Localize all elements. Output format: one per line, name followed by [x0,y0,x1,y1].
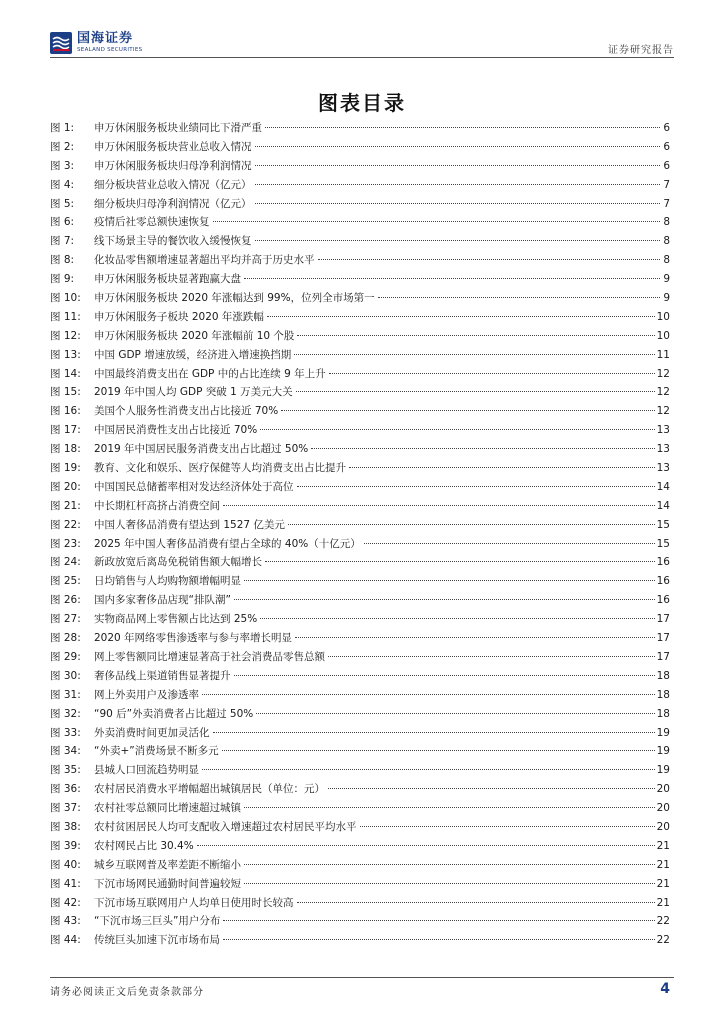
toc-page-number: 8 [663,235,670,248]
toc-page-number: 13 [656,424,670,437]
toc-entry[interactable] [50,157,670,176]
toc-figure-label: 图 16: [50,405,81,418]
toc-page-number: 8 [663,254,670,267]
toc-figure-title: 中国 GDP 增速放缓，经济进入增速换挡期 [94,348,292,361]
toc-dot-leader [202,694,655,695]
toc-entry[interactable] [50,818,670,837]
toc-figure-title: 细分板块营业总收入情况（亿元） [94,178,252,191]
toc-figure-title: 网上零售额同比增速显著高于社会消费品零售总额 [94,650,325,663]
toc-entry[interactable] [50,289,670,308]
toc-figure-title: 日均销售与人均购物额增幅明显 [94,575,241,588]
page-title: 图表目录 [318,91,406,115]
toc-dot-leader [222,750,655,751]
toc-page-number: 16 [656,575,670,588]
toc-entry[interactable] [50,591,670,610]
toc-dot-leader [265,127,660,128]
toc-figure-title: 申万休闲服务板块业绩同比下滑严重 [94,122,262,134]
toc-page-number: 14 [656,480,670,493]
toc-dot-leader [213,221,661,222]
logo-english-name: SEALAND SECURITIES [77,47,143,53]
toc-page-number: 10 [656,310,670,323]
toc-page-number: 12 [656,386,670,399]
toc-figure-title: 2025 年中国人奢侈品消费有望占全球的 40%（十亿元） [94,537,361,550]
toc-entry[interactable] [50,856,670,875]
toc-page-number: 8 [663,216,670,229]
toc-figure-label: 图 37: [50,802,81,815]
toc-entry[interactable] [50,761,670,780]
toc-entry[interactable] [50,383,670,402]
disclaimer-note: 请务必阅读正文后免责条款部分 [50,987,204,998]
toc-page-number: 6 [663,159,670,172]
toc-dot-leader [260,429,654,430]
toc-entry[interactable] [50,232,670,251]
toc-figure-label: 图 42: [50,896,81,909]
toc-dot-leader [202,769,655,770]
toc-page-number: 17 [656,650,670,663]
toc-page-number: 19 [656,726,670,739]
toc-figure-label: 图 31: [50,688,81,701]
logo-mark-icon [50,32,72,54]
toc-page-number: 16 [656,594,670,607]
toc-dot-leader [328,788,655,789]
toc-figure-title: “下沉市场三巨头”用户分布 [94,915,221,928]
toc-figure-title: 外卖消费时间更加灵活化 [94,726,210,739]
toc-dot-leader [328,656,655,657]
toc-dot-leader [244,580,655,581]
toc-figure-title: 国内多家奢侈品店现“排队潮” [94,594,231,607]
toc-figure-title: 细分板块归母净利润情况（亿元） [94,197,252,210]
toc-figure-title: 中国人奢侈品消费有望达到 1527 亿美元 [94,518,285,531]
toc-dot-leader [244,883,655,884]
toc-figure-label: 图 9: [50,273,75,286]
footer-divider [50,977,674,978]
toc-dot-leader [234,599,655,600]
toc-figure-title: 2019 年中国人均 GDP 突破 1 万美元大关 [94,386,293,399]
toc-page-number: 13 [656,462,670,475]
toc-dot-leader [265,561,655,562]
toc-figure-label: 图 25: [50,575,81,588]
toc-entry[interactable] [50,931,670,950]
toc-page-number: 7 [663,178,670,191]
toc-page-number: 19 [656,764,670,777]
toc-figure-title: 申万休闲服务板块显著跑赢大盘 [94,273,241,286]
toc-dot-leader [256,713,654,714]
toc-page-number: 17 [656,613,670,626]
toc-figure-title: 下沉市场互联网用户人均单日使用时长较高 [94,896,294,909]
toc-page-number: 17 [656,632,670,645]
toc-entry[interactable] [50,176,670,195]
toc-figure-label: 图 17: [50,424,81,437]
toc-page-number: 21 [656,858,670,871]
toc-figure-label: 图 6: [50,216,75,229]
toc-figure-label: 图 8: [50,254,75,267]
toc-figure-label: 图 19: [50,462,81,475]
toc-figure-label: 图 33: [50,726,81,739]
toc-figure-label: 图 12: [50,329,81,342]
toc-figure-title: 下沉市场网民通勤时间普遍较短 [94,877,241,890]
toc-dot-leader [281,410,654,411]
toc-page-number: 21 [656,839,670,852]
toc-page-number: 6 [663,140,670,153]
toc-page-number: 9 [663,292,670,305]
toc-page-number: 10 [656,329,670,342]
toc-entry[interactable] [50,780,670,799]
toc-page-number: 11 [656,348,670,361]
toc-page-number: 18 [656,669,670,682]
toc-page-number: 12 [656,405,670,418]
toc-figure-label: 图 4: [50,178,75,191]
toc-figure-label: 图 23: [50,537,81,550]
toc-figure-title: 网上外卖用户及渗透率 [94,688,199,701]
toc-figure-title: 申万休闲服务板块营业总收入情况 [94,140,252,153]
toc-figure-label: 图 43: [50,915,81,928]
toc-figure-label: 图 11: [50,310,81,323]
toc-figure-label: 图 24: [50,556,81,569]
toc-dot-leader [255,203,661,204]
toc-figure-label: 图 20: [50,480,81,493]
toc-entry[interactable] [50,837,670,856]
toc-entry[interactable] [50,402,670,421]
toc-page-number: 13 [656,443,670,456]
toc-figure-title: 2020 年网络零售渗透率与参与率增长明显 [94,632,293,645]
toc-figure-title: 传统巨头加速下沉市场布局 [94,934,220,947]
toc-figure-label: 图 44: [50,934,81,947]
toc-page-number: 21 [656,896,670,909]
toc-entry[interactable] [50,308,670,327]
toc-entry[interactable] [50,440,670,459]
toc-dot-leader [223,505,655,506]
toc-figure-label: 图 38: [50,820,81,833]
toc-dot-leader [244,278,660,279]
toc-dot-leader [213,732,655,733]
toc-page-number: 12 [656,367,670,380]
toc-entry[interactable] [50,742,670,761]
toc-figure-title: 教育、文化和娱乐、医疗保健等人均消费支出占比提升 [94,462,346,475]
toc-figure-title: 申万休闲服务板块 2020 年涨幅前 10 个股 [94,329,295,342]
toc-figure-label: 图 10: [50,292,81,305]
toc-figure-title: 美国个人服务性消费支出占比接近 70% [94,405,279,418]
toc-entry[interactable] [50,327,670,346]
toc-dot-leader [234,675,655,676]
toc-page-number: 21 [656,877,670,890]
toc-dot-leader [329,373,655,374]
toc-figure-label: 图 30: [50,669,81,682]
toc-figure-title: 县城人口回流趋势明显 [94,764,199,777]
toc-dot-leader [318,259,661,260]
logo-chinese-name: 国海证券 [77,31,134,46]
toc-entry[interactable] [50,365,670,384]
toc-dot-leader [311,448,654,449]
toc-entry[interactable] [50,213,670,232]
toc-page-number: 20 [656,783,670,796]
toc-figure-title: “90 后”外卖消费者占比超过 50% [94,707,254,720]
toc-dot-leader [360,826,655,827]
toc-figure-title: 中国居民消费性支出占比接近 70% [94,424,258,437]
toc-figure-title: 农村居民消费水平增幅超出城镇居民（单位：元） [94,783,325,796]
toc-dot-leader [378,297,660,298]
toc-entry[interactable] [50,270,670,289]
toc-entry[interactable] [50,251,670,270]
toc-entry[interactable] [50,346,670,365]
toc-dot-leader [255,240,661,241]
toc-page-number: 22 [656,934,670,947]
toc-dot-leader [197,845,655,846]
toc-figure-label: 图 39: [50,839,81,852]
toc-figure-title: 实物商品网上零售额占比达到 25% [94,613,258,626]
toc-dot-leader [255,165,661,166]
toc-dot-leader [297,902,655,903]
toc-dot-leader [260,618,654,619]
toc-figure-title: 化妆品零售额增速显著超出平均并高于历史水平 [94,254,315,267]
toc-page-number: 16 [656,556,670,569]
toc-figure-label: 图 1: [50,122,75,134]
toc-figure-title: 农村社零总额同比增速超过城镇 [94,802,241,815]
toc-entry[interactable] [50,119,670,138]
toc-page-number: 19 [656,745,670,758]
toc-entry[interactable] [50,875,670,894]
toc-page-number: 22 [656,915,670,928]
toc-dot-leader [295,637,655,638]
toc-figure-title: 中国最终消费支出在 GDP 中的占比连续 9 年上升 [94,367,326,380]
toc-page-number: 6 [663,122,670,134]
document-type: 证券研究报告 [608,45,674,56]
toc-figure-title: 中长期杠杆高挤占消费空间 [94,499,220,512]
toc-dot-leader [223,920,654,921]
toc-figure-label: 图 15: [50,386,81,399]
toc-page-number: 14 [656,499,670,512]
toc-figure-label: 图 35: [50,764,81,777]
toc-dot-leader [296,391,655,392]
toc-entry[interactable] [50,648,670,667]
toc-entry[interactable] [50,572,670,591]
toc-entry[interactable] [50,421,670,440]
toc-page-number: 15 [656,537,670,550]
toc-dot-leader [255,184,661,185]
toc-entry[interactable] [50,894,670,913]
toc-dot-leader [364,543,655,544]
toc-entry[interactable] [50,667,670,686]
toc-figure-title: 奢侈品线上渠道销售显著提升 [94,669,231,682]
toc-figure-title: 中国国民总储蓄率相对发达经济体处于高位 [94,480,294,493]
toc-dot-leader [255,146,661,147]
toc-entry[interactable] [50,138,670,157]
toc-figure-title: 新政放宽后离岛免税销售额大幅增长 [94,556,262,569]
toc-dot-leader [349,467,655,468]
header-divider [50,57,674,58]
toc-figure-title: 农村网民占比 30.4% [94,839,194,852]
page-header [50,28,674,58]
toc-page-number: 7 [663,197,670,210]
toc-figure-label: 图 41: [50,877,81,890]
toc-figure-title: 农村贫困居民人均可支配收入增速超过农村居民平均水平 [94,820,357,833]
toc-page-number: 20 [656,802,670,815]
toc-page-number: 20 [656,820,670,833]
toc-entry[interactable] [50,799,670,818]
toc-dot-leader [267,316,655,317]
figure-table-of-contents [50,119,670,950]
toc-figure-label: 图 5: [50,197,75,210]
toc-page-number: 18 [656,688,670,701]
toc-figure-label: 图 21: [50,499,81,512]
toc-dot-leader [297,486,655,487]
toc-entry[interactable] [50,516,670,535]
toc-entry[interactable] [50,459,670,478]
toc-entry[interactable] [50,705,670,724]
toc-figure-label: 图 2: [50,140,75,153]
toc-figure-label: 图 27: [50,613,81,626]
toc-figure-title: 线下场景主导的餐饮收入缓慢恢复 [94,235,252,248]
toc-figure-label: 图 22: [50,518,81,531]
toc-figure-label: 图 34: [50,745,81,758]
toc-entry[interactable] [50,610,670,629]
toc-entry[interactable] [50,535,670,554]
toc-dot-leader [288,524,655,525]
toc-page-number: 18 [656,707,670,720]
toc-figure-label: 图 7: [50,235,75,248]
toc-figure-label: 图 32: [50,707,81,720]
toc-figure-label: 图 28: [50,632,81,645]
toc-figure-title: 申万休闲服务板块 2020 年涨幅达到 99%，位列全市场第一 [94,292,375,305]
toc-figure-title: 申万休闲服务子板块 2020 年涨跌幅 [94,310,264,323]
toc-figure-label: 图 36: [50,783,81,796]
toc-figure-label: 图 26: [50,594,81,607]
toc-figure-label: 图 14: [50,367,81,380]
toc-entry[interactable] [50,478,670,497]
toc-entry[interactable] [50,553,670,572]
toc-figure-title: 申万休闲服务板块归母净利润情况 [94,159,252,172]
toc-page-number: 9 [663,273,670,286]
toc-entry[interactable] [50,629,670,648]
toc-dot-leader [294,354,654,355]
toc-entry[interactable] [50,686,670,705]
toc-dot-leader [244,807,655,808]
company-logo [50,28,142,58]
toc-entry[interactable] [50,497,670,516]
toc-entry[interactable] [50,195,670,214]
toc-dot-leader [223,939,655,940]
toc-dot-leader [297,335,654,336]
toc-dot-leader [244,864,655,865]
toc-figure-label: 图 13: [50,348,81,361]
toc-figure-label: 图 18: [50,443,81,456]
toc-figure-title: 2019 年中国居民服务消费支出占比超过 50% [94,443,309,456]
toc-figure-label: 图 29: [50,650,81,663]
toc-figure-label: 图 40: [50,858,81,871]
toc-figure-label: 图 3: [50,159,75,172]
toc-figure-title: 疫情后社零总额快速恢复 [94,216,210,229]
toc-figure-title: 城乡互联网普及率差距不断缩小 [94,858,241,871]
toc-page-number: 15 [656,518,670,531]
toc-entry[interactable] [50,724,670,743]
toc-figure-title: “外卖+”消费场景不断多元 [94,745,219,758]
toc-entry[interactable] [50,912,670,931]
page-number: 4 [660,981,670,997]
